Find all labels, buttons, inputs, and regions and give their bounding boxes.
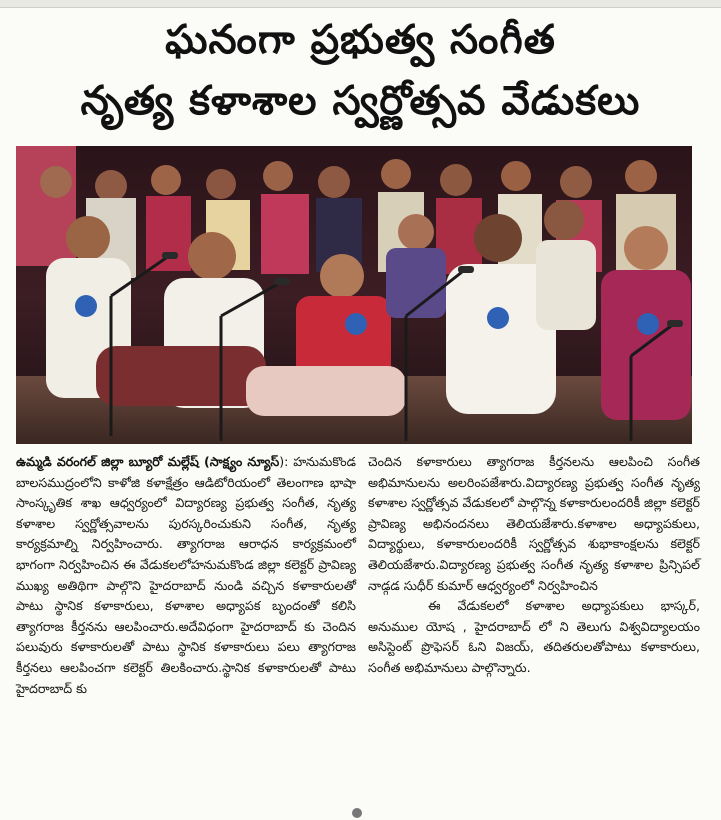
performance-photo <box>16 146 692 444</box>
article-paragraph <box>16 452 356 699</box>
page-mark <box>352 808 362 818</box>
article-text-right-1: చెందిన కళాకారులు త్యాగరాజ కీర్తనలను ఆలపించి సంగీత అభిమానులను అలరింపజేశారు.విద్యారణ్య ప్రభుత్వ సంగీత నృత్య కళాశాల స్వర్ణోత్సవ వేడుకలలో పాల్గొన్న కళాకారులందరికీ జిల్లా కలెక్టర్ ప్రావిణ్య అభినందనలు తెలియజేశారు.కళాశాల అధ్యాపకులు, విద్యార్థులు, కళాకారులందరికీ స్వర్ణోత్సవ శుభాకాంక్షలను కలెక్టర్ తెలియజేశారు.విద్యారణ్య ప్రభుత్వ సంగీత నృత్య కళాశాల ప్రిన్సిపల్ నాడ్గడ సుధీర్ కుమార్ ఆధ్వర్యంలో నిర్వహించిన <box>368 454 700 593</box>
byline: ఉమ్మడి వరంగల్ జిల్లా బ్యూరో మల్లేష్ (సాక్ష్యం న్యూస్ <box>16 454 280 469</box>
headline <box>0 10 721 132</box>
article-column-right <box>368 452 700 679</box>
article-text-left: ): హనుమకొండ బాలసముద్రంలోని కాళోజి కళాక్షేత్రం ఆడిటోరియంలో తెలంగాణ భాషా సాంస్కృతిక శాఖ ఆధ్వర్యంలో విద్యారణ్య ప్రభుత్వ సంగీత, నృత్య కళాశాల స్వర్ణోత్సవాలను పురస్కరించుకుని సంగీత, నృత్య కార్యక్రమాల్ని నిర్వహించారు. త్యాగరాజ ఆరాధన కార్యక్రమంలో భాగంగా నిర్వహించిన ఈ వేడుకలలోహనుమకొండ జిల్లా కలెక్టర్ ప్రావిణ్య ముఖ్య అతిథిగా పాల్గొని హైదరాబాద్ నుండి వచ్చిన కళాకారులతో పాటు స్థానిక కళాకారులు, కళాశాల అధ్యాపక బృందంతో కలిసి త్యాగరాజ కీర్తనను ఆలపించారు.అదేవిధంగా హైదరాబాద్ కు చెందిన పలువురు కళాకారులతో పాటు స్థానిక కళాకారులు పలు త్యాగరాజ కీర్తనలు ఆలపించగా కలెక్టర్ తిలకించారు.స్థానిక కళాకారులతో పాటు హైదరాబాద్ కు <box>16 454 356 696</box>
headline-line-1: ఘనంగా ప్రభుత్వ సంగీత <box>165 17 556 63</box>
article-text-right-2: ఈ వేడుకలలో కళాశాల అధ్యాపకులు భాస్కర్, అనుముల యోష , హైదరాబాద్ లో ని తెలుగు విశ్వవిద్యాలయం అసిస్టెంట్ ప్రొఫెసర్ ఓని విజయ్, తదితరులతోపాటు కళాకారులు, సంగీత అభిమానులు పాల్గొన్నారు. <box>368 598 700 675</box>
previous-article-strip <box>0 0 721 8</box>
article-column-left <box>16 452 356 699</box>
headline-line-2: నృత్య కళాశాల స్వర్ణోత్సవ వేడుకలు <box>80 78 641 124</box>
